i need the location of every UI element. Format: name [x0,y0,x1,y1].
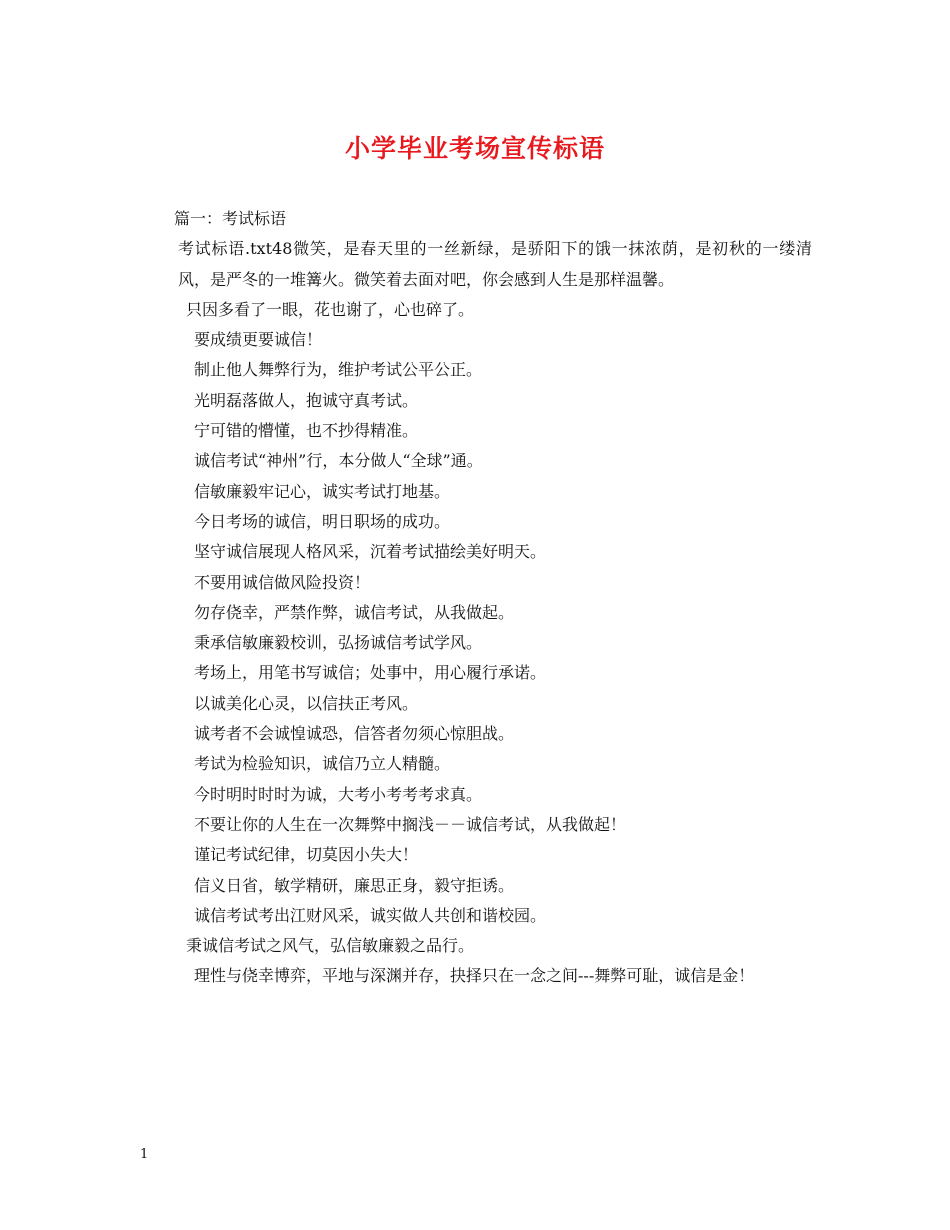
document-title: 小学毕业考场宣传标语 [344,134,605,163]
slogan-line: 要成绩更要诚信！ [194,330,323,350]
document-body [140,204,812,992]
slogan-line: 不要用诚信做风险投资！ [194,572,371,592]
slogan-line: 勿存侥幸，严禁作弊，诚信考试，从我做起。 [194,602,515,622]
slogan-line: 今时明时时时为诚，大考小考考考求真。 [194,784,483,804]
section-heading: 篇一：考试标语 [174,209,287,228]
slogan-line: 坚守诚信展现人格风采，沉着考试描绘美好明天。 [194,542,547,562]
slogan-line: 谨记考试纪律，切莫因小失大！ [194,845,419,865]
slogan-line: 今日考场的诚信，明日职场的成功。 [194,511,451,531]
body-line: 只因多看了一眼，花也谢了，心也碎了。 [186,299,475,319]
slogan-line: 光明磊落做人，抱诚守真考试。 [194,390,419,410]
slogan-line: 信敏廉毅牢记心，诚实考试打地基。 [194,481,451,501]
slogan-line: 秉承信敏廉毅校训，弘扬诚信考试学风。 [194,633,483,653]
slogan-line: 诚考者不会诚惶诚恐，信答者勿须心惊胆战。 [194,724,515,744]
slogan-line: 考试为检验知识，诚信乃立人精髓。 [194,754,451,774]
slogan-list [140,325,812,931]
slogan-line: 诚信考试考出江财风采，诚实做人共创和谐校园。 [194,905,547,925]
slogan-line: 宁可错的懵懂，也不抄得精准。 [194,421,419,441]
slogan-line: 考场上，用笔书写诚信；处事中，用心履行承诺。 [194,663,547,683]
slogan-line: 诚信考试“神州”行，本分做人“全球”通。 [194,451,483,471]
slogan-line: 制止他人舞弊行为，维护考试公平公正。 [194,360,483,380]
page-number: 1 [140,1147,149,1162]
slogan-line: 不要让你的人生在一次舞弊中搁浅－－诚信考试，从我做起！ [194,814,627,834]
closing-paragraph: 理性与侥幸博弈，平地与深渊并存，抉择只在一念之间---舞弊可耻，诚信是金！ [194,966,755,986]
slogan-line: 信义日省，敏学精研，廉思正身，毅守拒诱。 [194,875,515,895]
body-line: 秉诚信考试之风气，弘信敏廉毅之品行。 [186,936,475,956]
intro-paragraph: 考试标语.txt48微笑，是春天里的一丝新绿，是骄阳下的饿一抹浓荫，是初秋的一缕清风，是严冬的一堆篝火。微笑着去面对吧，你会感到人生是那样温馨。 [178,239,812,289]
slogan-line: 以诚美化心灵，以信扶正考风。 [194,693,419,713]
